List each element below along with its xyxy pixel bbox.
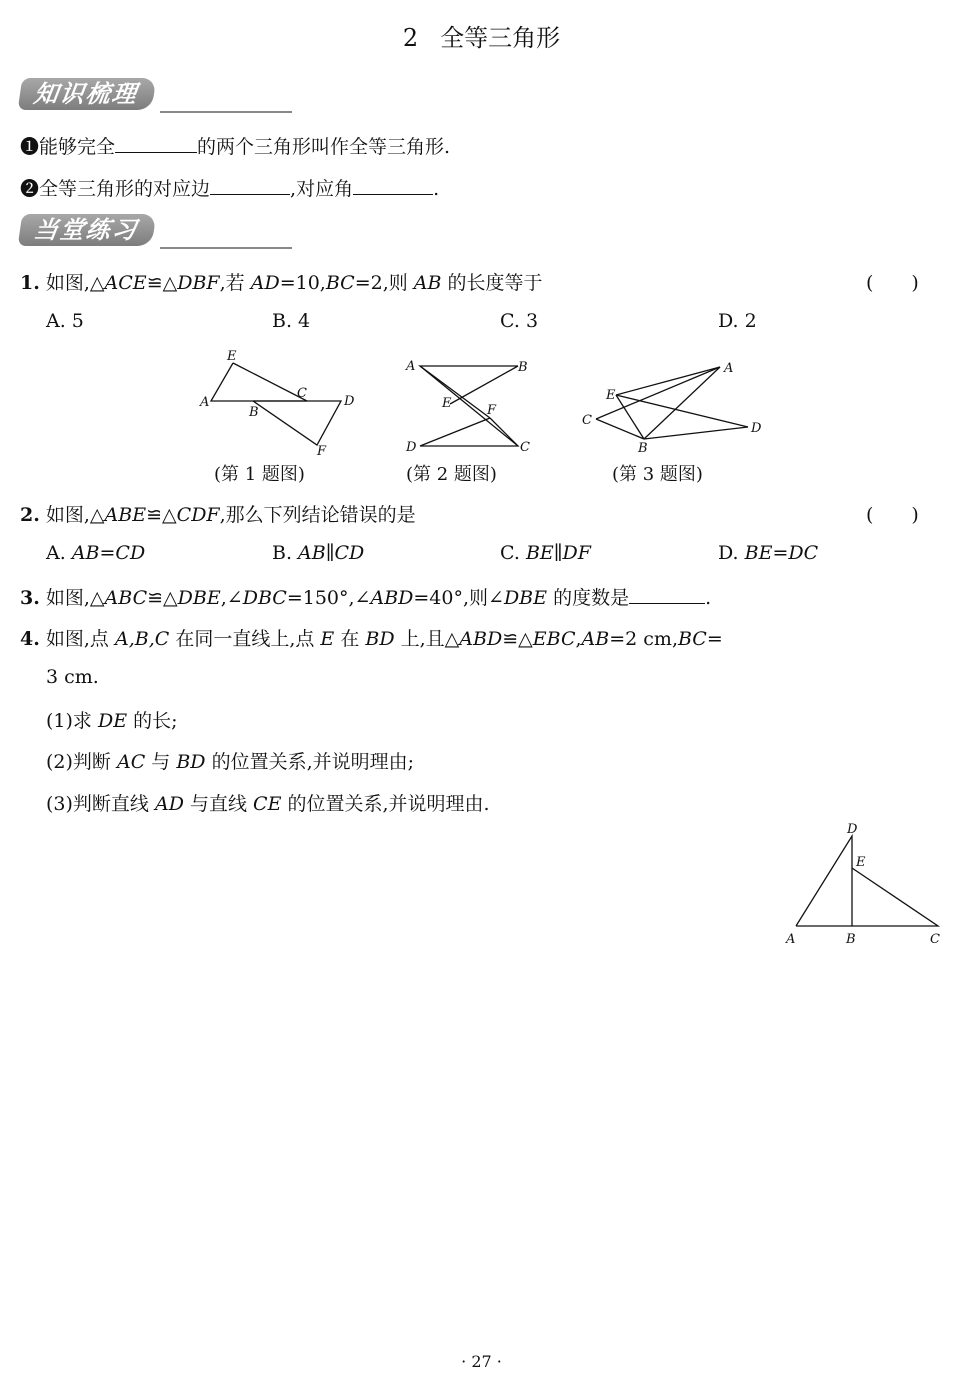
question-4-continuation: 3 cm. [46,666,99,688]
q-var: AD [250,272,280,294]
page-number: · 27 · [461,1352,502,1371]
question-number: 2. [20,504,40,526]
answer-paren[interactable]: ( ) [866,504,919,526]
option-d[interactable]: D. 2 [718,310,757,332]
section-label: 当堂练习 [18,214,156,246]
q-text: 如图,△ [45,587,105,609]
label-F: F [317,444,327,457]
question-4 [20,624,723,651]
section-label: 知识梳理 [18,78,156,110]
q-text: =150°,∠ [286,587,371,609]
q-text: 在同一直线上,点 [169,628,321,650]
label-A: A [200,395,210,410]
figure-2 [400,350,540,460]
q-text: 的位置关系,并说明理由; [205,751,415,773]
q-text: ,∠ [220,587,243,609]
q-text: (2)判断 [46,751,117,773]
option-letter: C. [500,542,526,564]
q-text: 在 [334,628,366,650]
q-text: ≌△ [147,587,178,609]
label-C: C [930,932,940,947]
q-var: CE [253,793,282,815]
knowledge-text: . [433,178,440,200]
label-E: E [856,855,866,870]
q-text: ,若 [219,272,251,294]
q-text: 上,且△ [394,628,460,650]
title-number: 2 [402,24,419,52]
question-number: 3. [20,587,40,609]
knowledge-text: 的两个三角形叫作全等三角形. [197,136,451,158]
option-expr: AB=CD [71,542,146,564]
question-2 [20,500,416,527]
q-var: DBE [503,587,548,609]
q-var: AB [581,628,610,650]
q-text: (1)求 [46,710,98,732]
knowledge-text: ,对应角 [290,178,354,200]
q-text: =2 cm, [609,628,678,650]
q-var: ABE [104,504,147,526]
answer-blank[interactable] [210,176,290,195]
label-D: D [847,822,858,837]
knowledge-item-2 [20,174,439,201]
q-text: 与直线 [183,793,254,815]
option-letter: D. [718,542,745,564]
q-text: 与 [145,751,177,773]
figure-1 [195,345,365,457]
figure-3-caption: (第 3 题图) [612,464,703,485]
section-header-knowledge [20,78,300,112]
option-c[interactable] [500,542,591,564]
question-number: 1. [20,272,40,294]
page-title [0,18,963,53]
section-rule [160,111,292,113]
q-var: DBC [242,587,287,609]
q-text: = [706,628,723,650]
knowledge-text: 全等三角形的对应边 [39,178,211,200]
q-text: =2,则 [354,272,414,294]
question-number: 4. [20,628,40,650]
q-text: 如图,△ [45,272,105,294]
q-var: E [320,628,335,650]
option-letter: A. [46,542,72,564]
label-C: C [582,413,592,428]
q-text: 的长度等于 [441,272,543,294]
label-B: B [846,932,856,947]
q-var: CDF [176,504,220,526]
knowledge-item-1 [20,132,450,159]
label-C: C [520,440,530,455]
q-text: 如图,△ [45,504,105,526]
label-A: A [786,932,796,947]
q-var: BD [365,628,395,650]
section-rule [160,247,292,249]
label-E: E [606,388,616,403]
q-text: =10, [279,272,326,294]
figure-4 [780,820,950,950]
q-var: DBE [177,587,221,609]
q-var: DE [97,710,128,732]
q-text: ≌△ [146,504,177,526]
option-d[interactable] [718,542,818,564]
bullet: ❷ [20,178,40,200]
q-text: 如图,点 [45,628,115,650]
q-var: ABD [459,628,503,650]
question-4-sub-1 [46,706,178,733]
option-c[interactable]: C. 3 [500,310,539,332]
q-text: . [705,587,712,609]
label-C: C [297,386,307,401]
answer-paren[interactable]: ( ) [866,272,919,294]
section-header-practice [20,214,300,248]
q-var: AC [116,751,146,773]
answer-blank[interactable] [629,585,705,604]
q-text: 的度数是 [547,587,630,609]
answer-blank[interactable] [115,134,197,153]
q-text: =40°,则∠ [413,587,504,609]
option-expr: AB∥CD [298,542,365,564]
option-b[interactable]: B. 4 [272,310,311,332]
figure-1-caption: (第 1 题图) [214,464,305,485]
q-text: ,那么下列结论错误的是 [219,504,416,526]
q-var: ACE [104,272,147,294]
q-var: ABC [104,587,148,609]
q-text: 的位置关系,并说明理由. [281,793,490,815]
q-var: EBC [532,628,576,650]
q-var: AB [413,272,442,294]
q-text: 的长; [127,710,178,732]
q-text: ≌ [146,272,163,294]
question-3 [20,583,711,610]
label-F: F [487,403,497,418]
label-D: D [406,440,417,455]
option-a[interactable] [46,542,145,564]
q-text: (3)判断直线 [46,793,155,815]
bullet: ❶ [20,136,40,158]
q-text: , [575,628,582,650]
q-var: BC [677,628,707,650]
option-letter: B. [272,542,299,564]
q-var: ABD [370,587,414,609]
label-B: B [518,360,528,375]
q-text: △ [162,272,178,294]
label-D: D [751,421,762,436]
figure-3 [580,355,770,457]
label-E: E [442,396,452,411]
question-4-sub-2 [46,747,414,774]
label-E: E [227,349,237,364]
q-var: A,B,C [114,628,170,650]
knowledge-text: 能够完全 [39,136,116,158]
question-1 [20,268,543,295]
figure-2-caption: (第 2 题图) [406,464,497,485]
q-text: ≌△ [502,628,533,650]
label-D: D [344,394,355,409]
option-expr: BE=DC [744,542,819,564]
question-4-sub-3 [46,789,490,816]
q-var: DBF [177,272,220,294]
q-var: BD [176,751,206,773]
option-a[interactable]: A. 5 [46,310,84,332]
option-expr: BE∥DF [525,542,591,564]
q-var: BC [325,272,355,294]
option-b[interactable] [272,542,364,564]
answer-blank[interactable] [353,176,433,195]
title-text: 全等三角形 [440,24,561,52]
label-A: A [406,359,416,374]
label-B: B [638,441,648,456]
q-var: AD [154,793,184,815]
label-A: A [724,361,734,376]
label-B: B [249,405,259,420]
